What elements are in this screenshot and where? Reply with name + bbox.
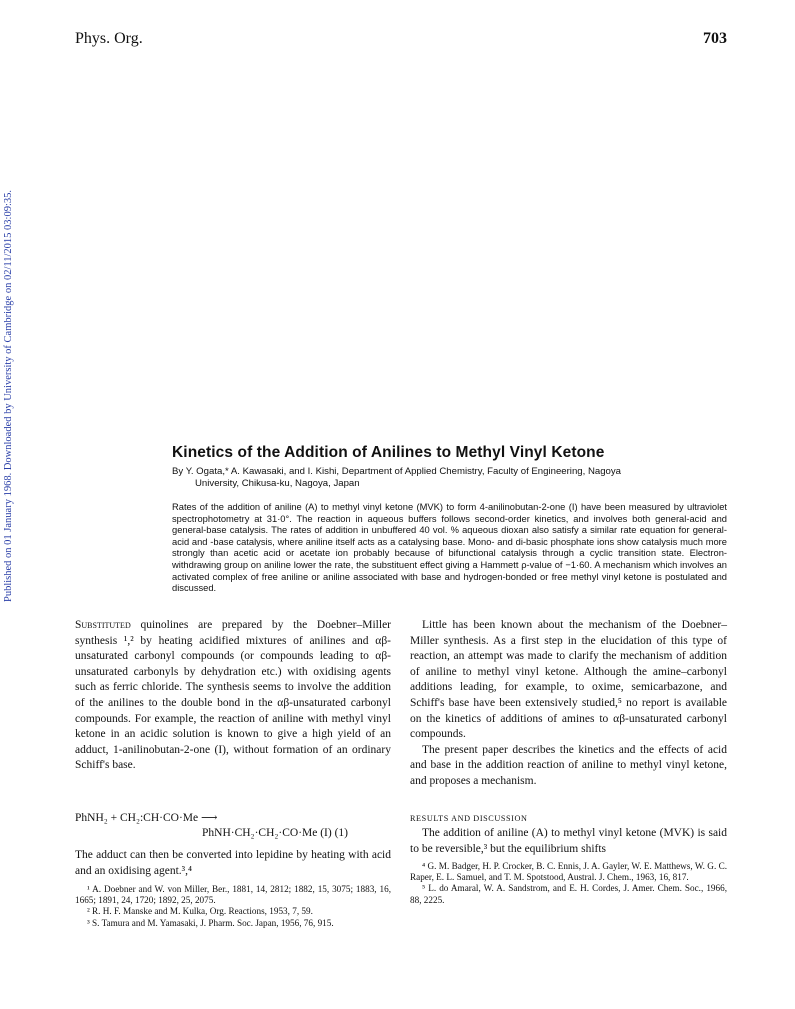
adduct-text: The adduct can then be converted into lepidine by heating with acid and an oxidising agent.³,⁴ bbox=[75, 849, 391, 877]
footnote-3: ³ S. Tamura and M. Yamasaki, J. Pharm. Soc. Japan, 1956, 76, 915. bbox=[87, 917, 334, 928]
footnotes-right bbox=[410, 861, 727, 906]
equation-line-1: PhNH₂ + CH₂:CH·CO·Me ⟶ bbox=[75, 812, 218, 824]
footnote-4: ⁴ G. M. Badger, H. P. Crocker, B. C. Ennis, J. A. Gayler, W. E. Matthews, W. G. C. Raper, E. L. Samuel, and T. M. Spotstood, Austral. J. Chem., 1963, 16, 817. bbox=[410, 861, 727, 883]
section-heading: RESULTS AND DISCUSSION bbox=[410, 814, 528, 823]
results-paragraph bbox=[410, 826, 727, 857]
intro-paragraph bbox=[75, 618, 391, 774]
right-column-text bbox=[410, 618, 727, 790]
journal-name: Phys. Org. bbox=[75, 30, 143, 47]
authors-line-2: University, Chikusa-ku, Nagoya, Japan bbox=[195, 478, 360, 489]
intro-lead: Substituted bbox=[75, 619, 131, 631]
paragraph-present-paper: The present paper describes the kinetics and the effects of acid and base in the addition reaction of aniline to methyl vinyl ketone, and proposes a mechanism. bbox=[410, 743, 727, 787]
footnote-5: ⁵ L. do Amaral, W. A. Sandstrom, and E. H. Cordes, J. Amer. Chem. Soc., 1966, 88, 2225. bbox=[410, 883, 727, 905]
paragraph-mechanism: Little has been known about the mechanism of the Doebner–Miller synthesis. As a first step in the elucidation of this type of reaction, an attempt was made to clarify the mechanism of addition of aniline to methyl vinyl ketone. Although the amine–carbonyl additions leading, for example, to oxime, semicarbazone, and Schiff's base have been extensively studied,⁵ no report is available on the kinetics of additions of amines to αβ-unsaturated carbonyl compounds. bbox=[410, 619, 727, 741]
adduct-paragraph bbox=[75, 848, 391, 879]
page-number: 703 bbox=[703, 30, 727, 47]
article-title: Kinetics of the Addition of Anilines to Methyl Vinyl Ketone bbox=[172, 444, 605, 461]
authors-line-1: By Y. Ogata,* A. Kawasaki, and I. Kishi, Department of Applied Chemistry, Faculty of Engineering, Nagoya bbox=[172, 466, 622, 477]
intro-text: quinolines are prepared by the Doebner–Miller synthesis ¹,² by heating acidified mixtures of anilines and αβ-unsaturated carbonyl compounds (or compounds leading to αβ-unsaturated carbonyls by dehydration etc.) with oxidising agents such as ferric chloride. The synthesis seems to involve the addition of the anilines to the double bond in the αβ-unsaturated carbonyl compounds. For example, the reaction of aniline with methyl vinyl ketone in an acidic solution is known to give a high yield of an adduct, 1-anilinobutan-2-one (I), without formation of an ordinary Schiff's base. bbox=[75, 619, 391, 772]
footnote-1: ¹ A. Doebner and W. von Miller, Ber., 1881, 14, 2812; 1882, 15, 3075; 1883, 16, 1665; 1891, 24, 1720; 1892, 25, 2075. bbox=[75, 884, 391, 906]
footnote-2: ² R. H. F. Manske and M. Kulka, Org. Reactions, 1953, 7, 59. bbox=[87, 906, 313, 917]
abstract: Rates of the addition of aniline (A) to methyl vinyl ketone (MVK) to form 4-anilinobutan-2-one (I) have been measured by ultraviolet spectrophotometry at 31·0°. The reaction in aqueous buffers follows second-order kinetics, and involves both general-acid and general-base catalysis. The rates of addition in unbuffered 40 vol. % aqueous dioxan also satisfy a similar rate equation for general-acid and -base catalysis, where aniline itself acts as a catalysing base. Mono- and di-basic phosphate ions show catalysis much more strongly than acetic acid or acetate ion probably because of bifunctional catalysis through a cyclic transition state. Electron-withdrawing group on aniline lower the rate, the substituent effect giving a Hammett ρ-value of −1·60. A mechanism which involves an activated complex of free aniline or aniline associated with base and hydrogen-bonded or free methyl vinyl ketone is postulated and discussed. bbox=[172, 502, 727, 594]
paragraph-results: The addition of aniline (A) to methyl vinyl ketone (MVK) is said to be reversible,³ but the equilibrium shifts bbox=[410, 827, 727, 855]
equation-line-2: PhNH·CH₂·CH₂·CO·Me (I) (1) bbox=[202, 827, 348, 839]
download-watermark[interactable]: Published on 01 January 1968. Downloaded by University of Cambridge on 02/11/2015 03:09:35. bbox=[3, 190, 14, 602]
footnotes-left bbox=[75, 884, 391, 929]
